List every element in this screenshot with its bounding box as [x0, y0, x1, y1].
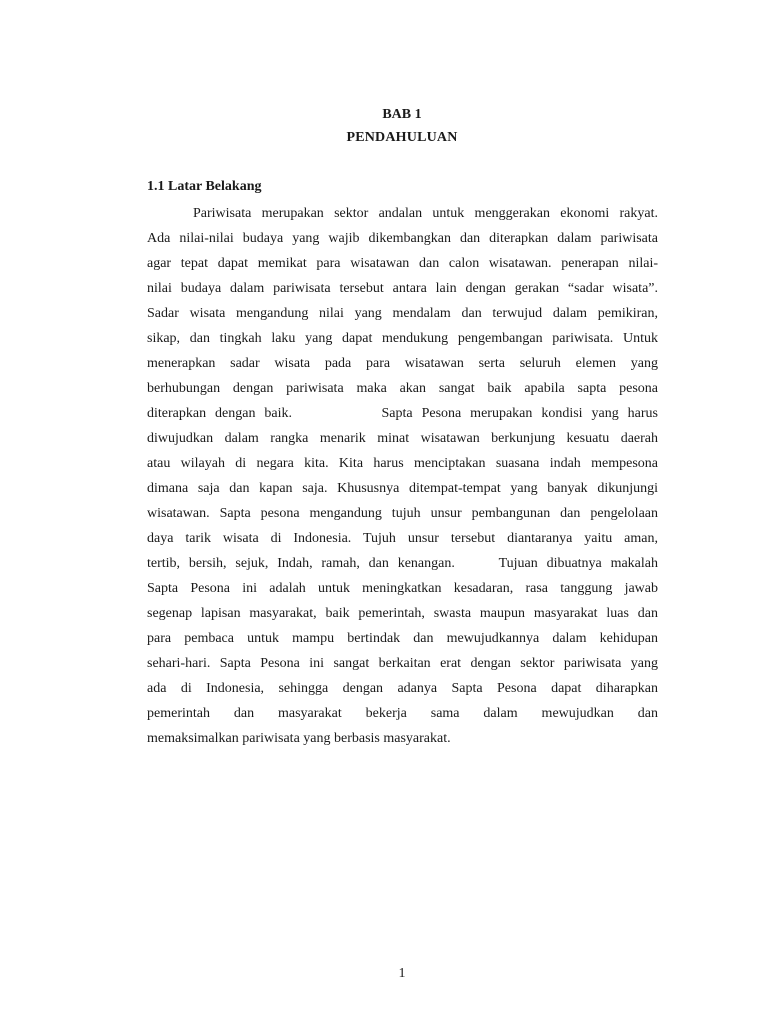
paragraph-line: dimana saja dan kapan saja. Khususnya ditempat-tempat yang banyak dikunjungi [147, 481, 658, 496]
paragraph-line: agar tepat dapat memikat para wisatawan dan calon wisatawan. penerapan nilai- [147, 256, 658, 271]
paragraph-line: Pariwisata merupakan sektor andalan untuk menggerakan ekonomi rakyat. [193, 206, 658, 221]
paragraph-line: memaksimalkan pariwisata yang berbasis masyarakat. [147, 731, 451, 746]
paragraph-line: Ada nilai-nilai budaya yang wajib dikembangkan dan diterapkan dalam pariwisata [147, 231, 658, 246]
paragraph-line: sikap, dan tingkah laku yang dapat mendukung pengembangan pariwisata. Untuk [147, 331, 658, 346]
paragraph-line: tertib, bersih, sejuk, Indah, ramah, dan kenangan. Tujuan dibuatnya makalah [147, 556, 658, 571]
paragraph-line: Sadar wisata mengandung nilai yang mendalam dan terwujud dalam pemikiran, [147, 306, 658, 321]
paragraph-line: para pembaca untuk mampu bertindak dan mewujudkannya dalam kehidupan [147, 631, 658, 646]
paragraph-line: sehari-hari. Sapta Pesona ini sangat berkaitan erat dengan sektor pariwisata yang [147, 656, 658, 671]
paragraph-line: atau wilayah di negara kita. Kita harus menciptakan suasana indah mempesona [147, 456, 658, 471]
paragraph-line: daya tarik wisata di Indonesia. Tujuh unsur tersebut diantaranya yaitu aman, [147, 531, 658, 546]
paragraph-line: diwujudkan dalam rangka menarik minat wisatawan berkunjung kesuatu daerah [147, 431, 658, 446]
paragraph-line: berhubungan dengan pariwisata maka akan sangat baik apabila sapta pesona [147, 381, 658, 396]
paragraph-line: ada di Indonesia, sehingga dengan adanya Sapta Pesona dapat diharapkan [147, 681, 658, 696]
paragraph-line: diterapkan dengan baik. Sapta Pesona merupakan kondisi yang harus [147, 406, 658, 421]
paragraph-line: pemerintah dan masyarakat bekerja sama dalam mewujudkan dan [147, 706, 658, 721]
chapter-title: PENDAHULUAN [346, 130, 458, 145]
paragraph-line: Sapta Pesona ini adalah untuk meningkatkan kesadaran, rasa tanggung jawab [147, 581, 658, 596]
chapter-label: BAB 1 [382, 107, 422, 122]
paragraph-line: segenap lapisan masyarakat, baik pemerintah, swasta maupun masyarakat luas dan [147, 606, 658, 621]
body-paragraph [147, 201, 658, 751]
paragraph-line: menerapkan sadar wisata pada para wisatawan serta seluruh elemen yang [147, 356, 658, 371]
section-heading: 1.1 Latar Belakang [147, 179, 262, 194]
paragraph-line: wisatawan. Sapta pesona mengandung tujuh unsur pembangunan dan pengelolaan [147, 506, 658, 521]
paragraph-line: nilai budaya dalam pariwisata tersebut antara lain dengan gerakan “sadar wisata”. [147, 281, 658, 296]
page-number: 1 [398, 966, 406, 981]
